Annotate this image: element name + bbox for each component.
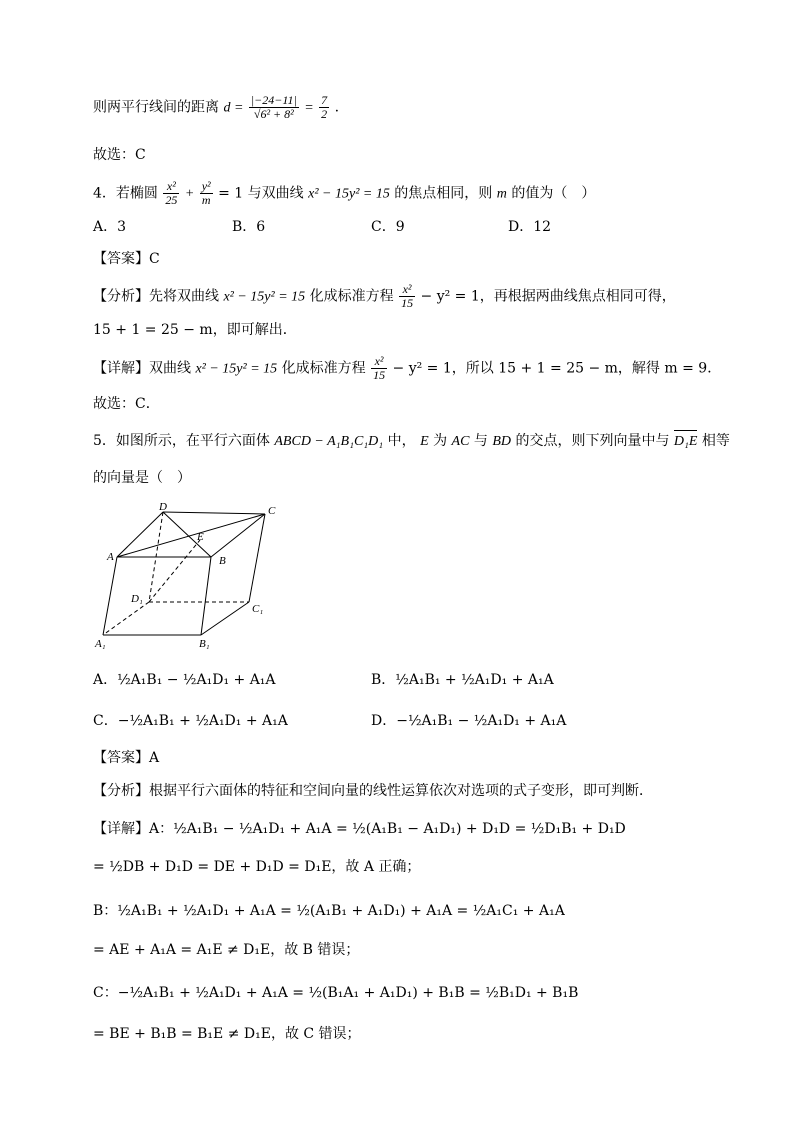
q4-answer: 【答案】C [93,251,160,267]
q5-detail-b2: = AE + A₁A = A₁E ≠ D₁E，故 B 错误； [93,942,360,958]
q4-frac2-num: y² [201,179,211,193]
label-b1: B₁ [199,638,210,650]
label-c1: C₁ [252,603,264,615]
q5-solid: ABCD − A₁B₁C₁D₁ [274,434,384,449]
q4-hyperbola: x² − 15y² = 15 [308,186,390,202]
q5-stem-a: 5．如图所示，在平行六面体 [93,433,270,449]
q4-frac2 [200,180,213,207]
q4-option-a: A．3 [93,219,127,235]
q4-frac1-den: 25 [165,193,178,207]
diagonal-db [163,512,211,557]
q4-mid: = 1 与双曲线 [218,185,304,202]
q5-option-d: D．−½A₁B₁ − ½A₁D₁ + A₁A [371,713,567,729]
q4-select: 故选：C． [93,396,160,412]
q4-stem [93,180,595,207]
edge-b1c1 [201,602,249,635]
label-a: A [107,551,114,563]
edge-d1a1-hidden [103,602,149,635]
q4-analysis-c: − y² = 1，再根据两曲线焦点相同可得， [420,288,676,305]
distance-numerator: |−24−11| [250,93,297,107]
distance-equals: = [304,100,314,116]
q4-frac1-num: x² [163,180,179,194]
q5-detail-c1: C：−½A₁B₁ + ½A₁D₁ + A₁A = ½(B₁A₁ + A₁D₁) + B₁B = ½B₁D₁ + B₁B [93,985,579,1001]
q5-option-a: A．½A₁B₁ − ½A₁D₁ + A₁A [93,672,276,688]
edge-cc1 [249,514,265,602]
q4-end: 的值为（ ） [511,185,596,202]
label-c: C [268,505,276,517]
edge-aa1 [103,557,117,635]
q5-detail-c2: = BE + B₁B = B₁E ≠ D₁E，故 C 错误； [93,1026,361,1042]
select-c-1: 故选：C [93,147,146,163]
q4-analysis-frac-num: x² [399,283,415,297]
q4-analysis-1 [93,283,676,310]
q5-stem-d: 与 [473,433,488,449]
parallelepiped-figure [93,502,283,652]
q5-detail-a2: = ½DB + D₁D = DE + D₁D = D₁E，故 A 正确； [93,859,421,875]
label-b: B [219,555,226,567]
q4-suffix: 的焦点相同，则 [394,185,493,202]
q4-m: m [496,186,507,202]
result-denominator: 2 [321,107,328,121]
distance-denominator: √6² + 8² [253,107,294,121]
q4-analysis-2: 15 + 1 = 25 − m，即可解出． [93,322,297,338]
q5-segment-bd: BD [492,434,511,449]
distance-line [93,94,339,121]
q4-detail-b: 化成标准方程 [281,360,366,377]
q5-option-c: C．−½A₁B₁ + ½A₁D₁ + A₁A [93,713,288,729]
distance-period: . [334,99,340,116]
q5-stem-f: 相等 [701,433,730,449]
q4-detail-a: 【详解】双曲线 [93,360,191,377]
q5-analysis: 【分析】根据平行六面体的特征和空间向量的线性运算依次对选项的式子变形，即可判断． [93,783,653,799]
label-d: D [159,502,167,513]
q4-analysis-a: 【分析】先将双曲线 [93,288,219,305]
q5-stem-c: 为 [433,433,448,449]
q4-detail [93,355,721,382]
q5-detail-a1: 【详解】A：½A₁B₁ − ½A₁D₁ + A₁A = ½(A₁B₁ − A₁D₁) + D₁D = ½D₁B₁ + D₁D [93,821,626,837]
segment-d1e-hidden [149,540,200,602]
distance-lhs: d = [223,100,244,116]
q4-detail-frac-den: 15 [373,368,386,382]
q5-stem-2: 的向量是（ ） [93,470,191,486]
q4-detail-eq: x² − 15y² = 15 [195,361,278,377]
q5-detail-b1: B：½A₁B₁ + ½A₁D₁ + A₁A = ½(A₁B₁ + A₁D₁) + A₁A = ½A₁C₁ + A₁A [93,903,565,919]
label-a1: A₁ [95,638,106,650]
q5-vector-d1e: D₁E [674,432,698,452]
q4-analysis-b: 化成标准方程 [309,288,394,305]
q4-prefix: 4．若椭圆 [93,185,158,202]
result-numerator: 7 [321,93,328,107]
label-e: E [197,531,204,543]
q5-segment-ac: AC [451,434,470,449]
q4-plus: + [184,186,195,202]
q4-frac1 [163,180,179,207]
q4-analysis-eq: x² − 15y² = 15 [223,289,306,305]
distance-result [319,94,329,121]
q5-stem-b: 中， [387,433,416,449]
distance-fraction [249,94,299,121]
q4-option-c: C．9 [371,219,405,235]
edge-cb [211,514,265,557]
edge-dc [163,512,265,514]
label-d1: D₁ [131,593,143,605]
q5-point-e: E [420,434,429,449]
q4-detail-frac-num: x² [371,355,387,369]
q5-stem-e: 的交点，则下列向量中与 [515,433,670,449]
q4-detail-frac [371,355,387,382]
q4-detail-c: − y² = 1，所以 15 + 1 = 25 − m，解得 m = 9． [392,360,722,377]
q4-frac2-den: m [201,193,211,207]
distance-text: 则两平行线间的距离 [93,99,219,116]
q5-answer: 【答案】A [93,750,160,766]
q5-stem-1 [93,431,730,452]
q4-analysis-frac [399,283,415,310]
q4-option-d: D．12 [508,219,552,235]
q4-analysis-frac-den: 15 [401,296,414,310]
q5-option-b: B．½A₁B₁ + ½A₁D₁ + A₁A [371,672,554,688]
q4-option-b: B．6 [232,219,266,235]
edge-bb1 [201,557,211,635]
